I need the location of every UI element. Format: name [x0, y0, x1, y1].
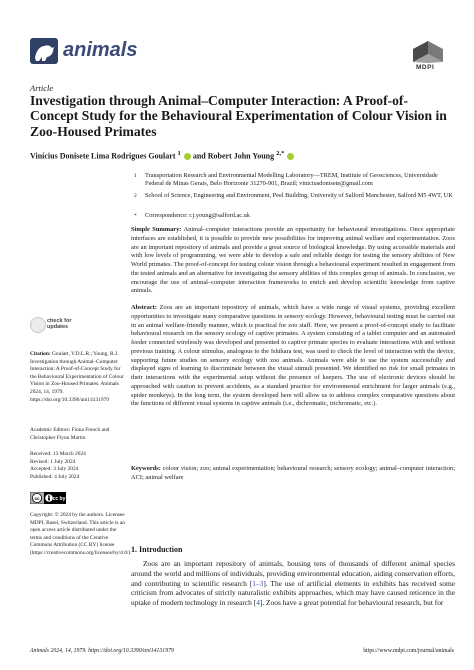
check-updates-line: check for: [47, 318, 72, 324]
creative-commons-license-icon[interactable]: [30, 492, 66, 504]
affiliation-marker: 2,*: [276, 150, 285, 157]
check-updates-line: updates: [47, 324, 69, 331]
intro-segment: ]. Zoos have a great potential for behavioural research, but for: [259, 598, 444, 608]
journal-logo-icon: [30, 38, 58, 64]
check-for-updates-icon[interactable]: [30, 317, 46, 333]
cc-badge-label: cc by: [52, 495, 66, 502]
simple-summary-text: Animal–computer interactions provide an opportunity for behavioural investigations. Once appropriate interfaces are established, it is possible to provide new possibilities for improving animal welfare and experimentation. Zoos are an important repository of animals and provide a great source of biological knowledge. By using accessible materials and with low levels of programming, we were able to develop a safe and reliable design for testing the sensory abilities of New World primates. The proof-of-concept for testing colour vision through a behavioural experiment resulted in engagement from the tested animals and an alternative for investigating the sensory abilities of this complex group of animals. In conclusion, we encourage the use of animal–computer interaction frameworks to enrich and develop scientific knowledge from captive animals.: [131, 226, 455, 295]
date-accepted: Accepted: 3 July 2024: [30, 466, 79, 473]
author-list: [30, 150, 294, 161]
orcid-icon[interactable]: [184, 153, 191, 160]
abstract-text: Zoos are an important repository of animals, which have a wide range of visual systems, providing excellent opportunities to investigate many comparative questions in sensory ecology. However, behavioural testing must be carried out in an animal welfare-friendly manner, which is practical for zoo staff. Here, we present a proof-of-concept study to facilitate behavioural research on the sensory ecology of captive primates. A system consisting of a tablet computer and an automated feeder connected wirelessly was developed and presented to captive primate species to evaluate interactions with and without previous training. A colour stimulus, analogous to the Ishihara test, was used to check the level of interaction with the device, supporting future studies on sensory ecology with zoo animals. Animals were able to use the system successfully and displayed signs of learning to discriminate between the visual stimuli presented. We identified no risk for small primates in their interactions with the experimental setup without the presence of keepers. The use of electronic devices should be approached with caution to prevent accidents, as a standard practice for environmental enrichment for larger animals (e.g., spider monkeys). In the long term, the system developed here will allow us to address complex comparative questions about the functions of different visual systems in captive animals (i.e., dichromatic, trichromatic, etc.).: [131, 304, 455, 408]
reference-link[interactable]: 1–3: [252, 578, 264, 588]
journal-name: animals: [63, 39, 138, 61]
author-name[interactable]: Vinícius Donisete Lima Rodrigues Goulart: [30, 151, 176, 161]
article-type: Article: [30, 83, 54, 93]
abstract: [131, 304, 455, 409]
publisher-name: MDPI: [416, 64, 435, 71]
affiliation-text: Transportation Research and Environmental Modelling Laboratory—TREM, Institute of Geosciences, Universidade Federal de Minas Gerais, Belo Horizonte 31270-901, Brazil; viniciusdonisete@gmail.com: [145, 172, 438, 188]
footer-citation[interactable]: Animals 2024, 14, 1979. https://doi.org/10.3390/ani14131979: [30, 648, 174, 654]
copyright-notice: Copyright: © 2024 by the authors. Licensee MDPI, Basel, Switzerland. This article is an open access article distributed under the terms and conditions of the Creative Commons Attribution (CC BY) license (https://creativecommons.org/licenses/by/4.0/).: [30, 512, 132, 556]
citation-label: Citation:: [30, 351, 51, 357]
introduction-text: [131, 559, 455, 608]
keywords-text: colour vision; zoo; animal experimentation; behavioural research; sensory ecology; animal–computer interaction; ACI; animal welfare: [131, 465, 455, 481]
simple-summary: [131, 226, 455, 296]
intro-segment: ]. The use of artificial elements in exhibits has received some criticism from advocates of strictly naturalistic exhibits approaches, which may have caused reticence in the uptake of modern technology in research [: [131, 578, 456, 608]
keywords: [131, 465, 455, 483]
reference-link[interactable]: 4: [256, 598, 260, 608]
affiliation-number: 1: [134, 173, 137, 179]
affiliation-marker: 1: [177, 150, 181, 157]
author-name[interactable]: Robert John Young: [207, 151, 275, 161]
correspondence-text[interactable]: Correspondence: r.j.young@salford.ac.uk: [145, 212, 250, 219]
affiliation-text: School of Science, Engineering and Environment, Peel Building, University of Salford Manchester, Salford M5 4WT, UK: [145, 192, 453, 199]
abstract-heading: Abstract:: [131, 304, 157, 311]
keywords-heading: Keywords:: [131, 465, 161, 472]
check-for-updates-label[interactable]: [47, 318, 71, 330]
mdpi-logo-icon: [411, 40, 445, 64]
academic-editors: Academic Editors: Fiona French and Christopher Flynn Martin: [30, 427, 110, 441]
intro-segment: Zoos are an important repository of animals, housing tens of thousands of different animal species around the world and millions of individuals, providing environmental education, aiding conservation efforts, and contributing to scientific research [: [131, 559, 455, 588]
orcid-icon[interactable]: [287, 153, 294, 160]
section-heading: 1. Introduction: [131, 545, 183, 554]
correspondence-marker: *: [134, 213, 137, 219]
simple-summary-heading: Simple Summary:: [131, 226, 182, 233]
citation-block: [30, 351, 128, 404]
date-revised: Revised: 1 July 2024: [30, 458, 76, 465]
date-received: Received: 13 March 2024: [30, 451, 86, 457]
article-dates: [30, 451, 128, 481]
citation-text: Goulart, V.D.L.R.; Young, R.J. Investigation through Animal–Computer Interaction: A Proof-of-Concept Study for the Behavioural Experimentation of Colour Vision in Zoo-Housed Primates. Animals 2024, 14, 1979. https://doi.org/10.3390/ani14131979: [30, 351, 124, 403]
svg-text:cc: cc: [34, 495, 40, 501]
paper-title: Investigation through Animal–Computer Interaction: A Proof-of-Concept Study for the Behavioural Experimentation of Colour Vision in Zoo-Housed Primates: [30, 93, 447, 139]
author-joiner: and: [192, 151, 206, 161]
footer-journal-url[interactable]: https://www.mdpi.com/journal/animals: [363, 648, 454, 654]
affiliation-number: 2: [134, 193, 137, 199]
date-published: Published: 4 July 2024: [30, 473, 80, 480]
